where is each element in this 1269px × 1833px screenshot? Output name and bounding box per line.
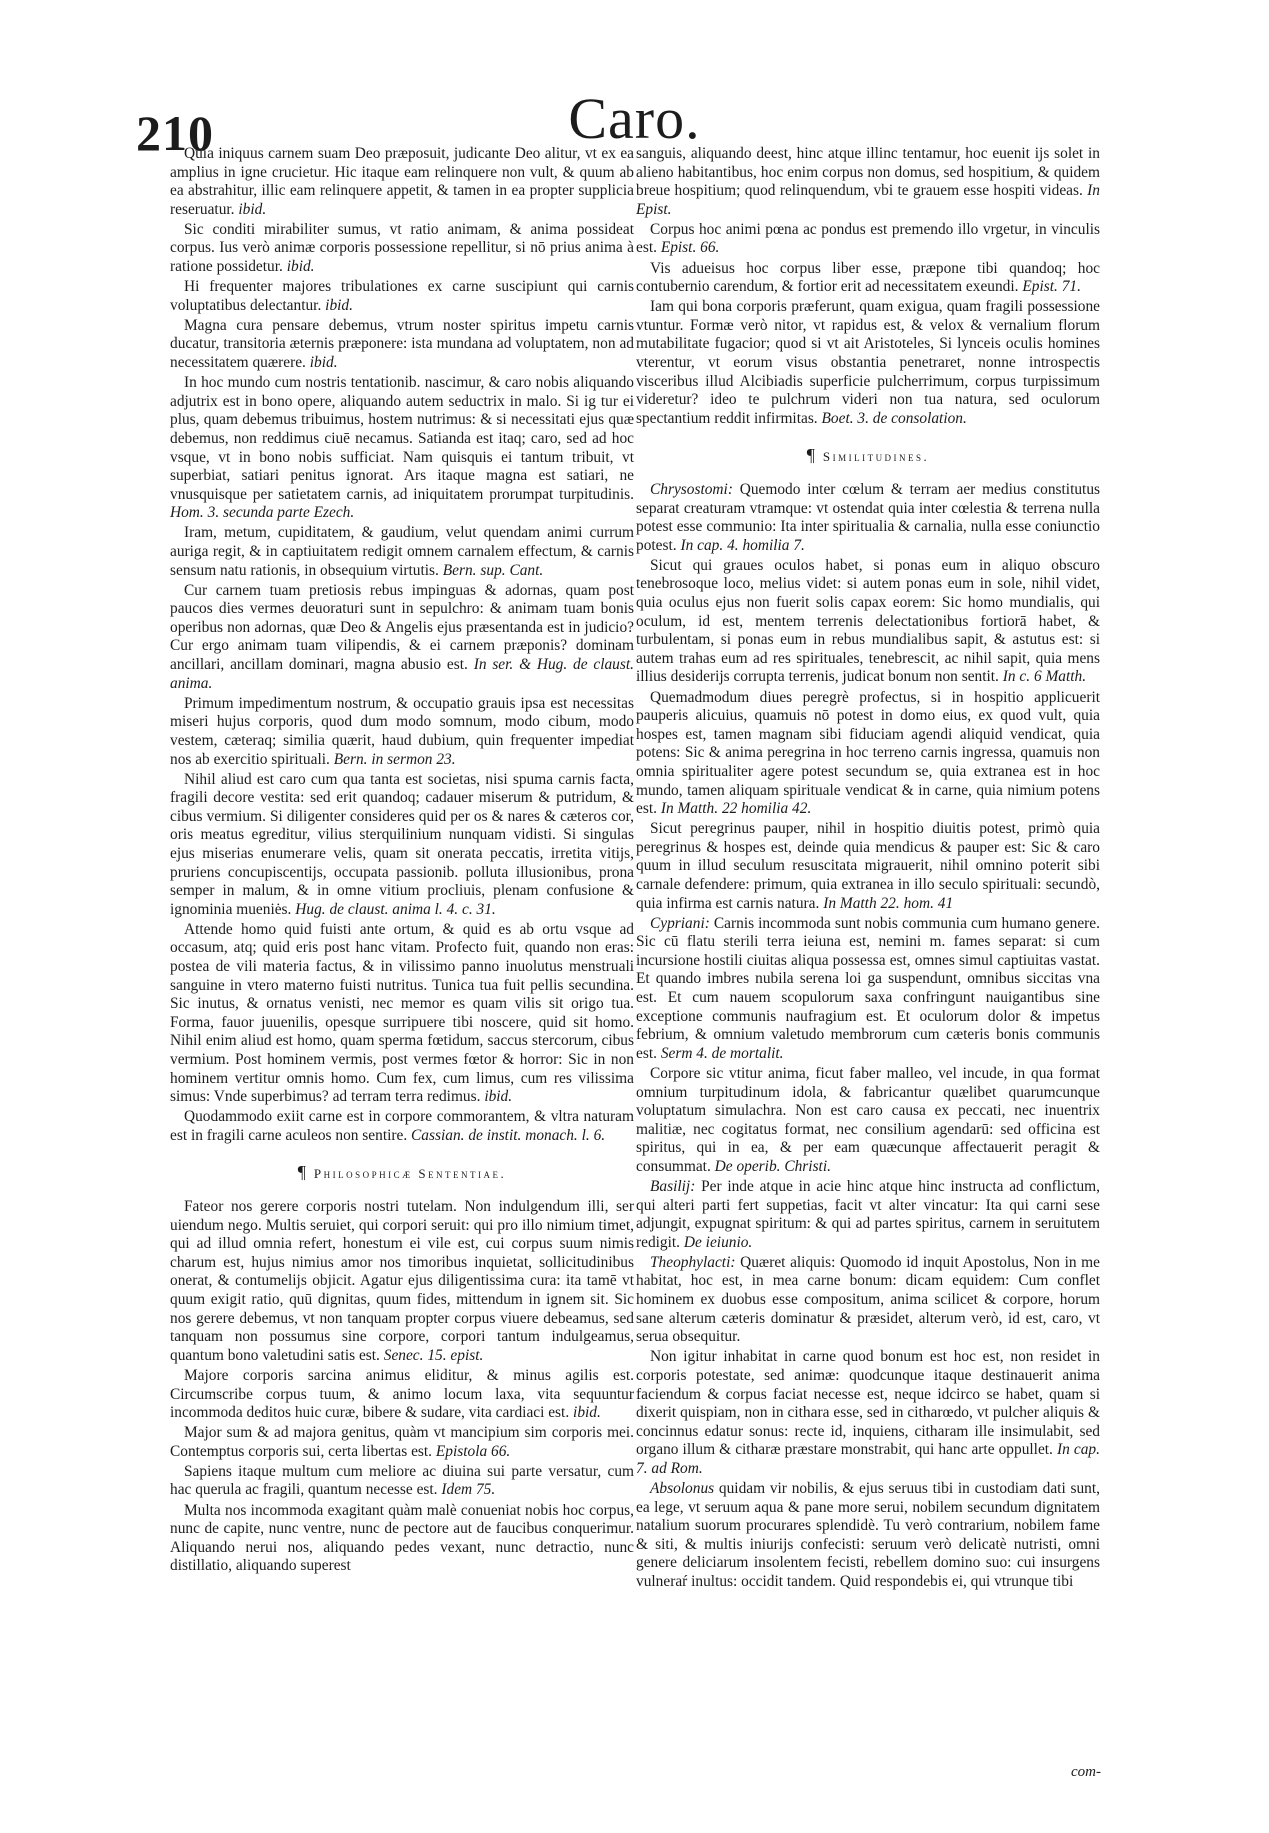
source-citation: Hug. de claust. anima l. 4. c. 31. [295,900,496,918]
source-citation: Serm 4. de mortalit. [660,1044,784,1062]
right-column [636,145,1100,1593]
paragraph-text: Quemodo inter cœlum & terram aer medius constitutus separat creaturam vtramque: vt ostendat quia inter cœlestia & terrena nulla potest esse communio: Ita inter spiritualia & carnalia, nulla esse coniunctio potest. [636,481,1100,554]
page-title: Caro. [568,86,701,151]
paragraph [170,1367,634,1423]
paragraph [170,771,634,920]
left-paragraphs-2 [170,1198,634,1576]
paragraph [636,481,1100,555]
source-citation: In cap. 7. ad Rom. [636,1441,1100,1477]
source-citation: De operib. Christi. [714,1157,831,1175]
paragraph-text: Sic conditi mirabiliter sumus, vt ratio animam, & anima possideat corpus. Ius verò animæ corporis possessione repellitur, si nō prius anima à ratione possidetur. [170,220,634,276]
paragraph [170,374,634,523]
paragraph-text: Multa nos incommoda exagitant quàm malè conueniat nobis hoc corpus, nunc de capite, nunc ventre, nunc de pectore aut de faucibus conquerimur. Aliquando nerui nos, aliquando pedes vexant, nunc detractio, nunc distillatio, aliquando superest [170,1501,634,1575]
paragraph [636,820,1100,913]
source-citation: Idem 75. [441,1481,496,1499]
source-citation: In cap. 4. homilia 7. [680,536,805,554]
paragraph [636,557,1100,687]
paragraph [636,1254,1100,1347]
source-citation: Boet. 3. de consolation. [821,409,967,427]
right-paragraphs-2 [636,481,1100,1592]
source-citation: ibid. [286,258,315,276]
paragraph [636,145,1100,219]
source-citation: Epist. 71. [1022,278,1081,296]
paragraph-text: Sapiens itaque multum cum meliore ac diuina sui parte versatur, cum hac querula ac fragili, quantum necesse est. [170,1462,634,1499]
source-citation: Hom. 3. secunda parte Ezech. [170,504,355,522]
paragraph-text: Majore corporis sarcina animus eliditur, & minus agilis est. Circumscribe corpus tuum, & animo locum laxa, vita sequuntur incommoda deditos huic curæ, bibere & sudare, vita cardiaci est. [170,1366,634,1422]
source-citation: ibid. [325,296,353,314]
paragraph [170,1198,634,1365]
source-citation: In Matth 22. hom. 41 [823,894,954,912]
paragraph-text: Corpore sic vtitur anima, ficut faber malleo, vel incude, in qua format omnium turpitudinum idola, & fabricantur quælibet quarumcunque voluptatum simulachra. Non est caro causa ex peccati, nec inuentrix malitiæ, nec cogitatus format, nec consilium agendarū: sed officina est spiritus, qui in ea, & per eam quæcunque affectauerit peragit & consummat. [636,1064,1100,1175]
paragraph [636,1480,1100,1592]
source-citation: In Matth. 22 homilia 42. [660,800,812,818]
author-label: Theophylacti: [650,1253,736,1271]
paragraph [170,1463,634,1500]
left-column [170,145,634,1577]
author-label: Absolonus [650,1479,715,1497]
paragraph-text: Cur carnem tuam pretiosis rebus impinguas & adornas, quam post paucos dies vermes deuoraturi sunt in sepulchro: & animam tuam bonis operibus non adornas, quæ Deo & Angelis ejus præsentanda est in judicio? Cur ergo animam tuam vilipendis, & ei carnem præponis? dominam ancillari, ancillam dominari, magna abusio est. [170,581,634,674]
pilcrow-icon: ¶ [297,1162,306,1183]
left-paragraphs-1 [170,145,634,1145]
author-label: Basilij: [650,1177,696,1195]
paragraph [170,695,634,769]
paragraph [170,145,634,219]
paragraph-text: Attende homo quid fuisti ante ortum, & quid es ab ortu vsque ad occasum, atq; quid eris post hanc vitam. Profecto fuit, quando non eras: postea de vili materia factus, & in vilissimo panno inuolutus menstruali sanguine in vtero materno fuisti nutritus. Tunica tua fuit pellis secundina. Sic inutus, & ornatus venisti, nec memor es quam vilis sit origo tua. Forma, fauor juuenilis, opesque surripuere tibi noscere, quid sit homo. Nihil enim aliud est homo, quam sperma fœtidum, saccus stercorum, cibus vermium. Post hominem vermis, post vermes fœtor & horror: Sic in non hominem vertitur omnis homo. Cum fex, cum limus, cum res vilissima simus: Vnde superbimus? ad terram terra redimus. [170,920,634,1106]
paragraph [170,317,634,373]
paragraph-text: Corpus hoc animi pœna ac pondus est premendo illo vrgetur, in vinculis est. [636,220,1100,257]
paragraph-text: Magna cura pensare debemus, vtrum noster spiritus impetu carnis ducatur, transitoria æternis præponere: ista mundana ad voluptatem, non ad necessitatem quærere. [170,316,634,372]
paragraph-text: Sicut qui graues oculos habet, si ponas eum in aliquo obscuro tenebrosoque loco, melius videt: si autem ponas eum in sole, nihil videt, quia oculus ejus non fuerit solis capax eorem: Sic homo mundialis, qui oculum, id est, mentem terrenis delectationibus fortiorā habet, & turbulentam, si ponas eum in rebus mundialibus sapit, & astutus est: si autem trahas eum ad res spirituales, tenebrescit, ac nihil sapit, quia mens illius desiderijs corrupta terrenis, judicat bonum non sentit. [636,556,1100,686]
author-label: Cypriani: [650,914,710,932]
paragraph-text: Per inde atque in acie hinc atque hinc instructa ad conflictum, qui alteri parti fert suppetias, facit vt alter vincatur: Ita qui carni sese adjungit, expugnat spiritum: & qui ad partes spiritus, carnem in seruitutem redigit. [636,1177,1100,1251]
source-citation: Epist. 66. [660,239,720,257]
paragraph [170,1108,634,1145]
source-citation: In ser. & Hug. de claust. anima. [170,656,634,692]
source-citation: Epistola 66. [435,1442,511,1460]
pilcrow-icon: ¶ [806,445,815,466]
paragraph [170,1502,634,1576]
paragraph-text: Sicut peregrinus pauper, nihil in hospitio diuitis potest, primò quia peregrinus & hospes est, deinde quia mendicus & pauper est: Sic & caro quum in illud seculum resuscitata migrauerit, nihil omnino poterit sibi carnale defendere: primum, quia extranea in illo seculo spirituali: secundò, quia infirma est carnis natura. [636,820,1100,912]
source-citation: ibid. [238,200,267,218]
paragraph-text: Iram, metum, cupiditatem, & gaudium, velut quendam animi currum auriga regit, & in captiuitatem redigit omnem carnalem effectum, & carnis sensum natu rationis, in obsequium virtutis. [170,524,634,579]
paragraph [170,221,634,277]
paragraph [170,582,634,694]
source-citation: Cassian. de instit. monach. l. 6. [411,1126,606,1144]
paragraph [636,298,1100,428]
paragraph-text: Hi frequenter majores tribulationes ex carne suscipiunt qui carnis voluptatibus delectantur. [170,278,634,314]
paragraph-text: Quodammodo exiit carne est in corpore commorantem, & vltra naturam est in fragili carne aculeos non sentire. [170,1108,634,1144]
source-citation: ibid. [573,1404,601,1422]
paragraph-text: In hoc mundo cum nostris tentationib. nascimur, & caro nobis aliquando adjutrix est in bono opere, aliquando autem seductrix in malo. Si ig tur ei plus, quam debemus tribuimus, hostem nutrimus: & si necessitati ejus quæ debemus, non reddimus ciuē necamus. Satianda est itaq; caro, sed ad hoc vsque, vt in bono nobis sufficiat. Nam quisquis ei tantum tribuit, vt superbiat, satiari penitus ignorat. Ars itaque magna est satiari, ne vnusquisque per satietatem carnis, ad iniquitatem prorumpat turpitudinis. [170,374,634,503]
catchword: com- [1071,1764,1101,1780]
source-citation: ibid. [484,1088,513,1106]
paragraph-text: Quia iniquus carnem suam Deo præposuit, judicante Deo alitur, vt ex ea amplius in igne crucietur. Hic itaque eam relinquere non vult, & quum ab ea abstrahitur, illic eam relinquere appetit, & tamen in ea propter supplicia reseruatur. [170,145,634,218]
paragraph-text: Quemadmodum diues peregrè profectus, si in hospitio applicuerit pauperis alicuius, quamuis nō potest in domo eius, ex quod vult, quia hospes est, tamen magnam sibi fiduciam agendi aliquid vendicat, quia potens: Sic & anima peregrina in hoc terreno carnis ingressa, quamuis non omnia spiritualiter agere potest secundum se, quia extranea est in hoc mundo, tamen aliquam spirituale vendicat & in carne, quia nimium potens est. [636,688,1100,818]
paragraph-text: quidam vir nobilis, & ejus seruus tibi in custodiam dati sunt, ea lege, vt seruum aqua & pane more serui, nobilem secundum dignitatem natalium suorum procurares splendidè. Tu verò contrarium, nobilem fame & siti, & multis iniurijs confecisti: seruum verò delicatè nutristi, omni genere deliciarum insolentem fecisti, rebellem domino suo: cui insurgens vulneraŕ inultus: occidit tandem. Quid respondebis ei, qui vtrunque tibi [636,1479,1100,1590]
source-citation: In Epist. [636,182,1100,218]
paragraph-text: sanguis, aliquando deest, hinc atque illinc tentamur, hoc euenit ijs solet in alieno habitantibus, hoc enim corpus non domus, sed hospitium, & quidem breue hospitium; quod relinquendum, vbi te grauem esse hospiti videas. [636,145,1100,200]
paragraph-text: Non igitur inhabitat in carne quod bonum est hoc est, non residet in corporis potestate, sed animæ: quodcunque itaque destinauerit anima faciendum & corpus faciat necesse est, neque idcirco se habet, quam si dixerit quispiam, non in cithara esse, sed in citharœdo, vt pulcher aliquis & concinnus edatur sonus: recte id, inquiens, citharam ille insimulabit, sed organo illum & citharæ præstare monstrabit, qui hanc arte oppullet. [636,1348,1100,1459]
source-citation: Senec. 15. epist. [383,1346,484,1364]
paragraph [170,921,634,1107]
section-heading-similitudines: ¶ Similitudines. [806,445,930,466]
right-paragraphs-1 [636,145,1100,428]
paragraph-text: Vis adueisus hoc corpus liber esse, præpone tibi quandoq; hoc contubernio carendum, & fortior erit ad necessitatem exeundi. [636,259,1100,296]
paragraph [636,1178,1100,1252]
paragraph [636,915,1100,1064]
paragraph [636,1065,1100,1177]
paragraph-text: Fateor nos gerere corporis nostri tutelam. Non indulgendum illi, ser uiendum nego. Multis seruiet, qui corpori seruit: qui pro illo nimium timet, qui ad illud omnia refert, honestum ei vile est, cui corpus suum nimis charum est, hujus nimius amor nos timoribus inquietat, sollicitudinibus onerat, & contumelijs objicit. Agatur ejus diligentissima cura: ita tamē vt quum exigit ratio, quū dignitas, quum fides, mittendum in ignem sit. Sic nos gerere debemus, vt non tanquam propter corpus viuere debeamus, sed tanquam non possumus sine corpore, corpori tantum indulgeamus, quantum bono valetudini satis est. [170,1198,634,1364]
author-label: Chrysostomi: [650,481,733,498]
paragraph-text: Primum impedimentum nostrum, & occupatio grauis ipsa est necessitas miseri hujus corporis, quod dum modo somnum, modo cibum, modo vestem, cæteraq; similia quærit, haud dubium, quin frequenter impediat nos ab exercitio spirituali. [170,694,634,768]
page-number: 210 [136,105,214,161]
paragraph [170,1424,634,1461]
paragraph [170,278,634,315]
source-citation: De ieiunio. [683,1233,753,1251]
paragraph [170,524,634,580]
paragraph [636,260,1100,297]
paragraph [636,689,1100,819]
paragraph [636,1348,1100,1478]
source-citation: Bern. in sermon 23. [333,750,456,768]
paragraph-text: Major sum & ad majora genitus, quàm vt mancipium sim corporis mei. Contemptus corporis sui, certa libertas est. [170,1424,634,1460]
source-citation: Bern. sup. Cant. [442,561,544,579]
source-citation: ibid. [309,354,338,372]
paragraph [636,221,1100,258]
paragraph-text: Quæret aliquis: Quomodo id inquit Apostolus, Non in me habitat, hoc est, in mea carne bonum: dicam equidem: Cum conflet hominem ex duobus esse compositum, anima scilicet & corpore, horum sane alterum cæteris dominatur & præsidet, alterum verò, id est, caro, vt serua obsequitur. [636,1253,1100,1346]
section-heading-philosophicae: ¶ Philosophicæ Sententiae. [297,1162,507,1183]
paragraph-text: Iam qui bona corporis præferunt, quam exigua, quam fragili possessione vtuntur. Formæ verò nitor, vt rapidus est, & velox & vernalium florum mutabilitate fugacior; quod si vt ait Aristoteles, Si lynceis oculis homines vterentur, vt eorum visus obstantia penetraret, nonne introspectis visceribus illud Alcibiadis superficie pulcherrimum, corpus turpissimum videretur? ideo te pulchrum videri non tua natura, sed oculorum spectantium reddit infirmitas. [636,298,1100,427]
paragraph-text: Nihil aliud est caro cum qua tanta est societas, nisi spuma carnis facta, fragili decore vestita: sed erit quandoq; cadauer miserum & putridum, & cibus vermium. Si diligenter consideres quid per os & nares & cæteros cor, oris meatus egreditur, vilius sterquilinium nunquam vidisti. Si singulas ejus miserias enumerare velis, quam sit onerata peccatis, irretita vitijs, pruriens concupiscentijs, occupata passionib. polluta illusionibus, prona semper in malum, & in omne vitium procliuis, plenam confusione & ignominia mueniės. [170,770,634,918]
source-citation: In c. 6 Matth. [1002,668,1087,686]
paragraph-text: Carnis incommoda sunt nobis communia cum humano genere. Sic cū flatu sterili terra ieiuna est, nemini m. fames separat: si cum incursione hostili ciuitas aliqua possessa est, omnes simul captiuitas vastat. Et quando imbres nubila serena loi ga suspendunt, omnibus siccitas vna est. Et cum nauem scopulorum saxa confringunt nauigantibus sine exceptione communis naufragium est. Et oculorum dolor & impetus febrium, & omnium valetudo membrorum cum cæteris bonis communis est. [636,914,1100,1062]
